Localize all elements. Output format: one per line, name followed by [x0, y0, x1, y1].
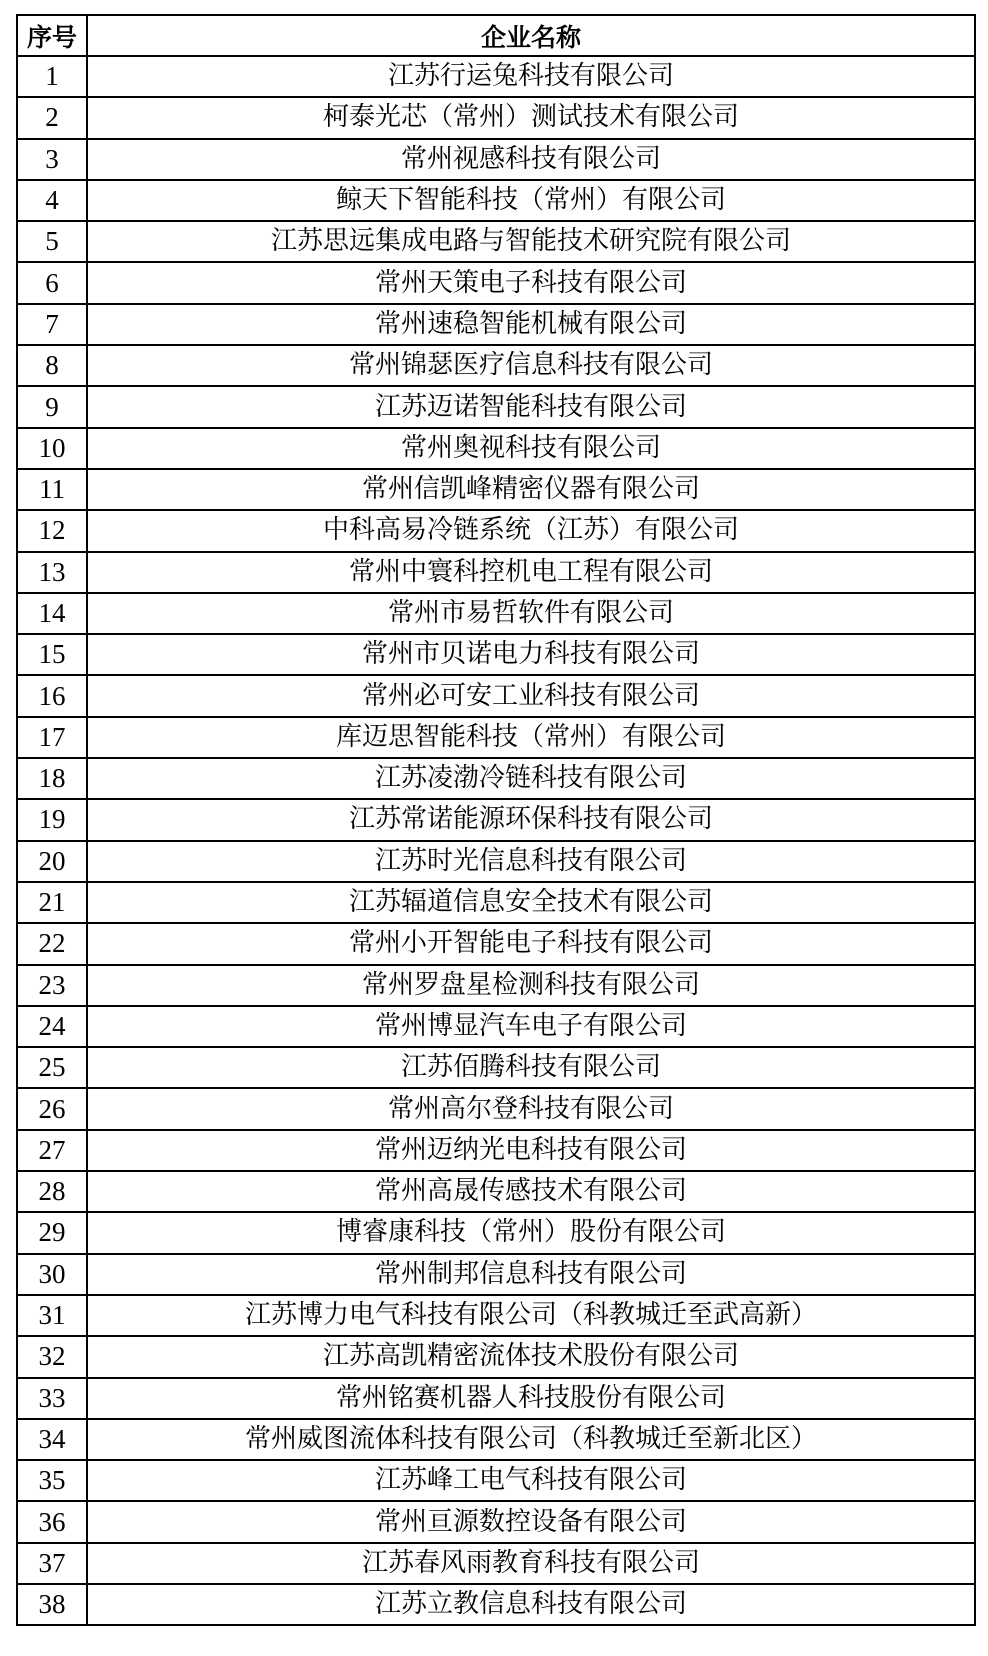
row-company-name: 常州亘源数控设备有限公司	[87, 1501, 975, 1542]
row-serial-number: 13	[17, 552, 87, 593]
row-company-name: 常州市贝诺电力科技有限公司	[87, 634, 975, 675]
company-list	[16, 14, 976, 1626]
row-company-name: 常州信凯峰精密仪器有限公司	[87, 469, 975, 510]
table-row	[17, 1336, 975, 1377]
row-company-name: 常州市易哲软件有限公司	[87, 593, 975, 634]
row-company-name: 常州制邦信息科技有限公司	[87, 1254, 975, 1295]
row-company-name: 江苏佰腾科技有限公司	[87, 1047, 975, 1088]
row-company-name: 常州高尔登科技有限公司	[87, 1088, 975, 1129]
table-row	[17, 634, 975, 675]
table-row	[17, 841, 975, 882]
table-row	[17, 469, 975, 510]
row-company-name: 常州视感科技有限公司	[87, 139, 975, 180]
row-company-name: 常州小开智能电子科技有限公司	[87, 923, 975, 964]
row-serial-number: 20	[17, 841, 87, 882]
table-row	[17, 1501, 975, 1542]
row-serial-number: 35	[17, 1460, 87, 1501]
row-company-name: 常州罗盘星检测科技有限公司	[87, 965, 975, 1006]
header-serial-number: 序号	[17, 15, 87, 56]
row-serial-number: 23	[17, 965, 87, 1006]
table-row	[17, 1006, 975, 1047]
row-serial-number: 22	[17, 923, 87, 964]
row-serial-number: 6	[17, 262, 87, 303]
row-serial-number: 5	[17, 221, 87, 262]
row-company-name: 常州迈纳光电科技有限公司	[87, 1130, 975, 1171]
row-serial-number: 38	[17, 1584, 87, 1625]
table-row	[17, 97, 975, 138]
table-row	[17, 923, 975, 964]
row-serial-number: 3	[17, 139, 87, 180]
row-company-name: 常州中寰科控机电工程有限公司	[87, 552, 975, 593]
row-company-name: 江苏行运兔科技有限公司	[87, 56, 975, 97]
row-serial-number: 26	[17, 1088, 87, 1129]
row-company-name: 常州速稳智能机械有限公司	[87, 304, 975, 345]
row-serial-number: 34	[17, 1419, 87, 1460]
table-body	[17, 56, 975, 1625]
row-company-name: 江苏思远集成电路与智能技术研究院有限公司	[87, 221, 975, 262]
table-row	[17, 717, 975, 758]
row-serial-number: 4	[17, 180, 87, 221]
table-row	[17, 1543, 975, 1584]
table-row	[17, 180, 975, 221]
row-company-name: 鲸天下智能科技（常州）有限公司	[87, 180, 975, 221]
row-serial-number: 31	[17, 1295, 87, 1336]
row-company-name: 常州天策电子科技有限公司	[87, 262, 975, 303]
row-serial-number: 14	[17, 593, 87, 634]
row-company-name: 江苏春风雨教育科技有限公司	[87, 1543, 975, 1584]
table-row	[17, 139, 975, 180]
table-row	[17, 386, 975, 427]
table-row	[17, 1460, 975, 1501]
row-company-name: 江苏常诺能源环保科技有限公司	[87, 799, 975, 840]
table-row	[17, 552, 975, 593]
row-company-name: 江苏辐道信息安全技术有限公司	[87, 882, 975, 923]
row-serial-number: 11	[17, 469, 87, 510]
table-row	[17, 1419, 975, 1460]
row-serial-number: 29	[17, 1212, 87, 1253]
table-row	[17, 428, 975, 469]
table-row	[17, 262, 975, 303]
row-company-name: 库迈思智能科技（常州）有限公司	[87, 717, 975, 758]
company-table	[16, 14, 976, 1626]
table-row	[17, 799, 975, 840]
row-serial-number: 27	[17, 1130, 87, 1171]
row-serial-number: 36	[17, 1501, 87, 1542]
row-serial-number: 24	[17, 1006, 87, 1047]
row-company-name: 中科高易冷链系统（江苏）有限公司	[87, 510, 975, 551]
row-serial-number: 10	[17, 428, 87, 469]
row-serial-number: 17	[17, 717, 87, 758]
row-company-name: 常州必可安工业科技有限公司	[87, 675, 975, 716]
row-serial-number: 30	[17, 1254, 87, 1295]
table-row	[17, 345, 975, 386]
row-company-name: 常州铭赛机器人科技股份有限公司	[87, 1378, 975, 1419]
row-company-name: 常州奥视科技有限公司	[87, 428, 975, 469]
row-company-name: 江苏凌渤冷链科技有限公司	[87, 758, 975, 799]
row-serial-number: 21	[17, 882, 87, 923]
table-row	[17, 1130, 975, 1171]
table-row	[17, 882, 975, 923]
row-serial-number: 15	[17, 634, 87, 675]
table-row	[17, 1584, 975, 1625]
header-row	[17, 15, 975, 56]
row-serial-number: 19	[17, 799, 87, 840]
row-serial-number: 16	[17, 675, 87, 716]
row-serial-number: 12	[17, 510, 87, 551]
row-company-name: 博睿康科技（常州）股份有限公司	[87, 1212, 975, 1253]
row-company-name: 常州威图流体科技有限公司（科教城迁至新北区）	[87, 1419, 975, 1460]
table-row	[17, 1088, 975, 1129]
row-company-name: 江苏峰工电气科技有限公司	[87, 1460, 975, 1501]
table-row	[17, 304, 975, 345]
table-row	[17, 1171, 975, 1212]
table-row	[17, 1212, 975, 1253]
table-row	[17, 221, 975, 262]
row-company-name: 江苏博力电气科技有限公司（科教城迁至武高新）	[87, 1295, 975, 1336]
row-company-name: 常州锦瑟医疗信息科技有限公司	[87, 345, 975, 386]
row-company-name: 柯泰光芯（常州）测试技术有限公司	[87, 97, 975, 138]
table-row	[17, 1254, 975, 1295]
row-company-name: 江苏时光信息科技有限公司	[87, 841, 975, 882]
row-serial-number: 8	[17, 345, 87, 386]
row-serial-number: 33	[17, 1378, 87, 1419]
row-company-name: 江苏高凯精密流体技术股份有限公司	[87, 1336, 975, 1377]
row-company-name: 江苏迈诺智能科技有限公司	[87, 386, 975, 427]
row-serial-number: 37	[17, 1543, 87, 1584]
table-row	[17, 1295, 975, 1336]
row-serial-number: 1	[17, 56, 87, 97]
table-row	[17, 965, 975, 1006]
table-row	[17, 1047, 975, 1088]
row-company-name: 常州高晟传感技术有限公司	[87, 1171, 975, 1212]
row-serial-number: 9	[17, 386, 87, 427]
table-row	[17, 1378, 975, 1419]
table-row	[17, 675, 975, 716]
table-row	[17, 510, 975, 551]
row-serial-number: 7	[17, 304, 87, 345]
row-serial-number: 32	[17, 1336, 87, 1377]
table-row	[17, 56, 975, 97]
table-row	[17, 758, 975, 799]
row-serial-number: 25	[17, 1047, 87, 1088]
row-company-name: 常州博显汽车电子有限公司	[87, 1006, 975, 1047]
table-row	[17, 593, 975, 634]
row-serial-number: 2	[17, 97, 87, 138]
row-company-name: 江苏立教信息科技有限公司	[87, 1584, 975, 1625]
header-company-name: 企业名称	[87, 15, 975, 56]
row-serial-number: 18	[17, 758, 87, 799]
row-serial-number: 28	[17, 1171, 87, 1212]
